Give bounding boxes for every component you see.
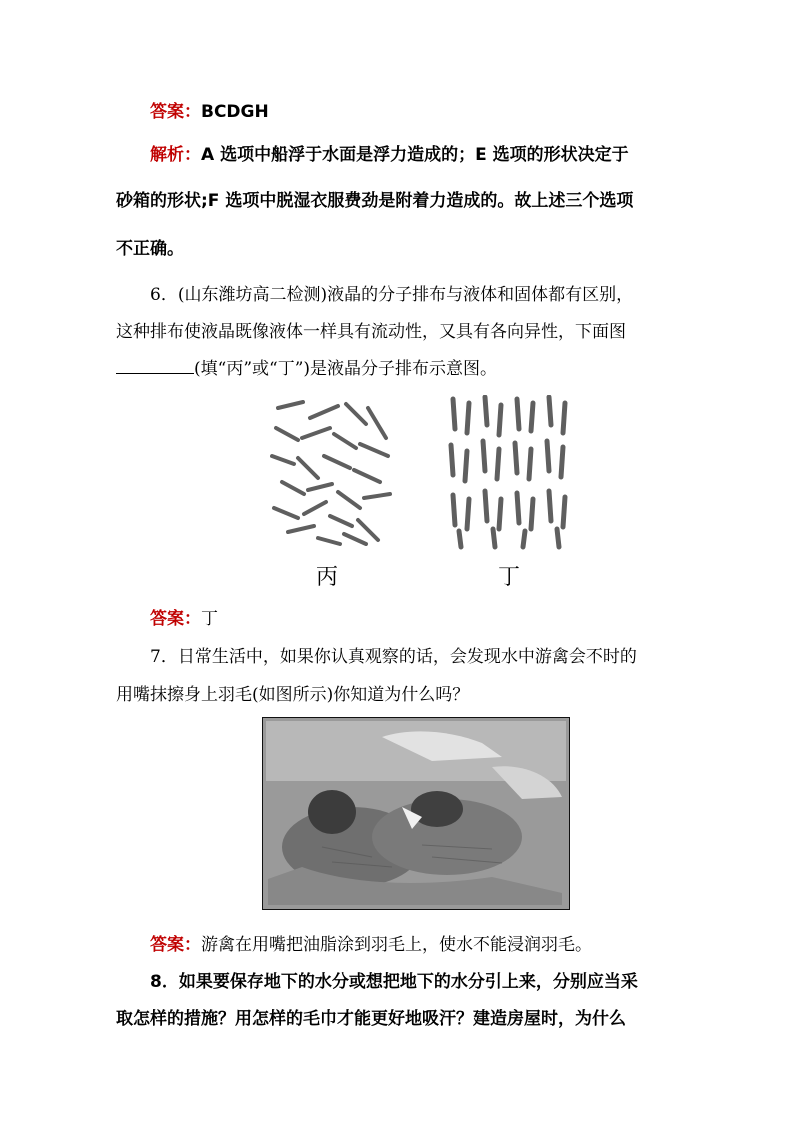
answer-text: BCDGH (201, 102, 269, 122)
figure-caption-ding: 丁 (498, 565, 521, 590)
question-6-line-2: 这种排布使液晶既像液体一样具有流动性，又具有各向异性，下面图 (116, 322, 626, 342)
figure-ding-diagram (443, 395, 573, 550)
answer-6 (150, 604, 218, 629)
analysis-5-line-1 (150, 140, 629, 165)
question-7-line-1: 7．日常生活中，如果你认真观察的话，会发现水中游禽会不时的 (150, 647, 637, 667)
question-6-line-3-text: (填“丙”或“丁”)是液晶分子排布示意图。 (194, 359, 498, 379)
figure-caption-bing: 丙 (316, 565, 339, 590)
answer-label: 答案： (150, 102, 201, 122)
question-6-line-3 (116, 354, 497, 379)
answer-label: 答案： (150, 609, 201, 629)
question-8-line-2: 取怎样的措施？用怎样的毛巾才能更好地吸汗？建造房屋时，为什么 (116, 1009, 626, 1029)
answer-7 (150, 930, 592, 955)
answer-5 (150, 97, 269, 122)
answer-blank (116, 359, 194, 374)
question-8-line-1: 8．如果要保存地下的水分或想把地下的水分引上来，分别应当采 (150, 972, 638, 992)
analysis-5-line-3: 不正确。 (116, 239, 184, 259)
figure-bing-diagram (268, 398, 393, 548)
analysis-5-line-2: 砂箱的形状;F 选项中脱湿衣服费劲是附着力造成的。故上述三个选项 (116, 191, 634, 211)
analysis-text-1: A 选项中船浮于水面是浮力造成的；E 选项的形状决定于 (201, 145, 629, 165)
question-6-line-1: 6．(山东潍坊高二检测)液晶的分子排布与液体和固体都有区别， (150, 285, 634, 305)
answer-text: 游禽在用嘴把油脂涂到羽毛上，使水不能浸润羽毛。 (201, 935, 592, 955)
answer-label: 答案： (150, 935, 201, 955)
waterfowl-photo (262, 717, 570, 910)
analysis-label: 解析： (150, 145, 201, 165)
answer-text: 丁 (201, 609, 218, 629)
question-7-line-2: 用嘴抹擦身上羽毛(如图所示)你知道为什么吗？ (116, 685, 470, 705)
